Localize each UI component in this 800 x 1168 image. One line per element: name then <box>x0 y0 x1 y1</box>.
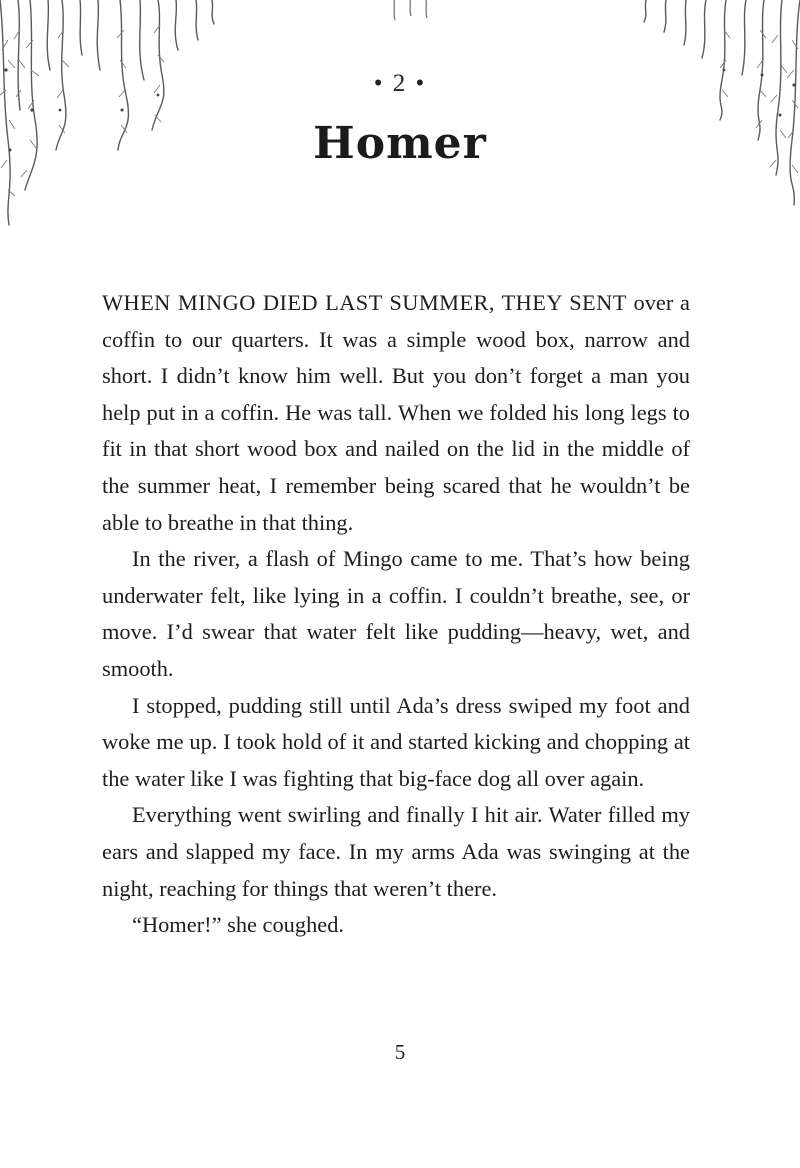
page-number: 5 <box>394 1040 406 1064</box>
body-paragraph <box>102 285 690 541</box>
hanging-moss-center-illustration <box>380 0 440 30</box>
body-paragraph: I stopped, pudding still until Ada’s dress swiped my foot and woke me up. I took hold of it and started kicking and chopping at the water like I was fighting that big-face dog all over again. <box>102 692 690 791</box>
body-paragraph: In the river, a flash of Mingo came to me. That’s how being underwater felt, like lying in a coffin. I couldn’t breathe, see, or move. I’d swear that water felt like pudding—heavy, wet, and smooth. <box>102 546 690 681</box>
chapter-number: • 2 • <box>373 70 427 97</box>
hanging-moss-left-illustration <box>0 0 230 230</box>
paragraph-text: over a coffin to our quarters. It was a simple wood box, narrow and short. I didn’t know him well. But you don’t forget a man you help put in a coffin. He was tall. When we folded his long legs to fit in that short wood box and nailed on the lid in the middle of the summer heat, I remember being scared that he wouldn’t be able to breathe in that thing. <box>102 290 690 535</box>
chapter-title: Homer <box>313 118 487 169</box>
body-paragraph: “Homer!” she coughed. <box>132 912 345 938</box>
paragraph-lead-caps: WHEN MINGO DIED LAST SUMMER, THEY SENT <box>102 290 627 315</box>
chapter-body-text <box>102 285 690 944</box>
hanging-moss-right-illustration <box>580 0 800 210</box>
body-paragraph: Everything went swirling and finally I hit air. Water filled my ears and slapped my face. In my arms Ada was swinging at the night, reaching for things that weren’t there. <box>102 802 690 901</box>
